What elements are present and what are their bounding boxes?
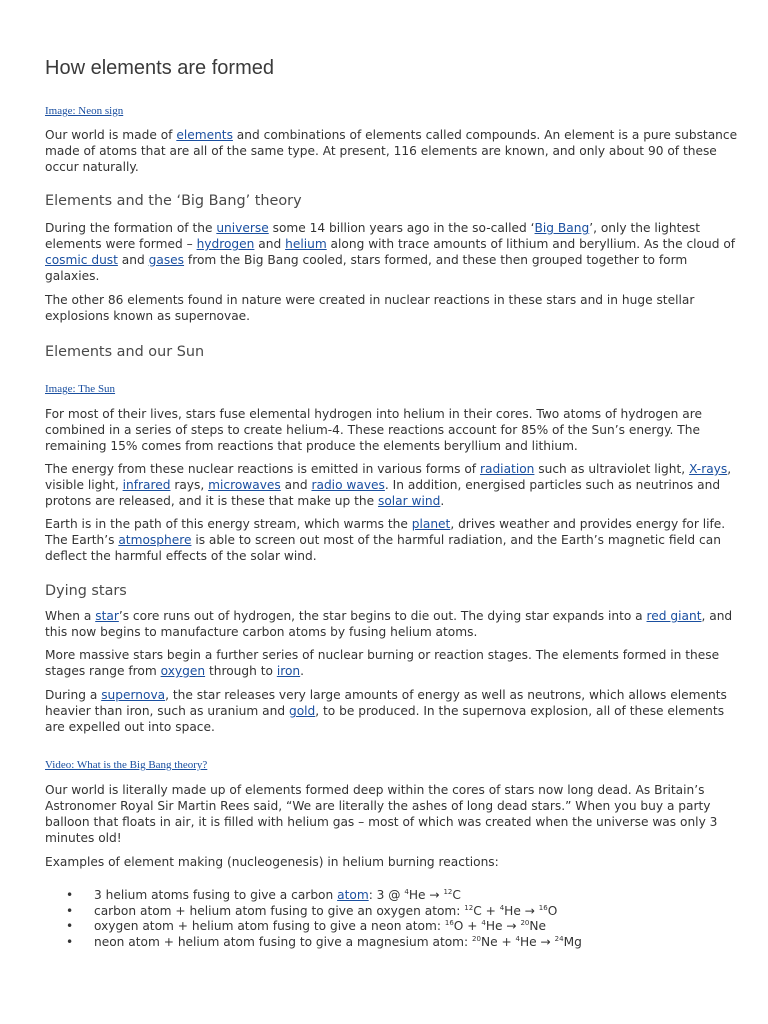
text-run: and combinations of elements called compounds. An element is a pure substance made of atoms that are all of the same type. At present, 116 elements are known, and only about 90 of these occur naturally. xyxy=(45,128,738,174)
text-run: Examples of element making (nucleogenesis) in helium burning reactions: xyxy=(45,855,499,869)
intro-paragraph xyxy=(45,127,745,175)
list-item xyxy=(45,935,745,951)
text-run: some 14 billion years ago in the so-called ‘ xyxy=(268,221,535,235)
text-run: O xyxy=(547,903,558,918)
iron-link[interactable]: iron xyxy=(276,664,301,678)
superscript: 20 xyxy=(520,919,530,928)
reaction-text xyxy=(94,919,546,933)
reaction-text xyxy=(94,904,557,918)
text-run: . xyxy=(300,664,305,678)
text-run: Mg xyxy=(563,935,582,950)
rees-quote-paragraph xyxy=(45,782,745,846)
text-run: carbon atom + helium atom fusing to give an oxygen atom: xyxy=(94,903,465,918)
big-bang-heading: Elements and the ‘Big Bang’ theory xyxy=(45,193,302,209)
sun-paragraph-2 xyxy=(45,461,745,509)
red-giant-link[interactable]: red giant xyxy=(646,609,702,623)
text-run: During a xyxy=(45,688,102,702)
solar-wind-link[interactable]: solar wind xyxy=(377,494,441,508)
text-run: He → xyxy=(520,935,555,950)
superscript: 12 xyxy=(443,887,453,896)
list-item xyxy=(45,888,745,904)
superscript: 20 xyxy=(472,935,481,944)
text-run: During the formation of the xyxy=(45,221,217,235)
helium-link[interactable]: helium xyxy=(285,237,327,251)
superscript: 16 xyxy=(444,919,454,928)
text-run: : 3 @ xyxy=(368,888,405,902)
elements-link[interactable]: elements xyxy=(176,128,233,142)
reaction-text xyxy=(94,935,582,949)
text-run: C xyxy=(452,888,461,902)
text-run: oxygen atom + helium atom fusing to give a neon atom: xyxy=(94,919,445,934)
text-run: More massive stars begin a further series of nuclear burning or reaction stages. The elements formed in these stages range from xyxy=(45,648,720,678)
list-item xyxy=(45,904,745,920)
list-item xyxy=(45,919,745,935)
text-run: For most of their lives, stars fuse elemental hydrogen into helium in their cores. Two atoms of hydrogen are combined in a series of steps to create helium-4. These reactions account for 85% of the Sun’s energy. The remaining 15% comes from reactions that produce the elements beryllium and lithium. xyxy=(45,407,702,453)
text-run: and xyxy=(117,253,149,267)
text-run: and xyxy=(280,478,312,492)
hydrogen-link[interactable]: hydrogen xyxy=(196,237,255,251)
text-run: is able to screen out most of the harmful radiation, and the Earth’s magnetic field can deflect the harmful effects of the solar wind. xyxy=(45,533,721,563)
dying-stars-paragraph-3 xyxy=(45,687,745,735)
sun-paragraph-1 xyxy=(45,406,745,454)
bullet: • xyxy=(66,903,74,918)
big-bang-paragraph-1 xyxy=(45,220,745,284)
superscript: 24 xyxy=(554,935,564,944)
text-run: , drives weather and provides energy for life. The Earth’s xyxy=(45,517,726,547)
planet-link[interactable]: planet xyxy=(411,517,451,531)
text-run: rays, xyxy=(170,478,209,492)
x-rays-link[interactable]: X-rays xyxy=(689,462,728,476)
text-run: . xyxy=(440,494,445,508)
text-run: The energy from these nuclear reactions is emitted in various forms of xyxy=(45,462,480,476)
text-run: . In addition, energised particles such as neutrinos and protons are released, and it is these that make up the xyxy=(45,478,721,508)
text-run: , the star releases very large amounts of energy as well as neutrons, which allows elements heavier than iron, such as uranium and xyxy=(45,688,727,718)
text-run: O + xyxy=(453,919,482,934)
big-bang-link[interactable]: Big Bang xyxy=(534,221,590,235)
text-run: He → xyxy=(485,919,521,934)
text-run: , visible light, xyxy=(45,462,732,492)
text-run: such as ultraviolet light, xyxy=(534,462,690,476)
text-run: ’s core runs out of hydrogen, the star begins to die out. The dying star expands into a xyxy=(118,609,647,623)
page-title: How elements are formed xyxy=(45,57,274,79)
dying-stars-heading: Dying stars xyxy=(45,583,127,599)
reaction-text xyxy=(94,888,461,902)
examples-intro-paragraph xyxy=(45,854,745,870)
radio-waves-link[interactable]: radio waves xyxy=(311,478,385,492)
universe-link[interactable]: universe xyxy=(216,221,269,235)
text-run: and xyxy=(254,237,286,251)
text-run: Our world is literally made up of elements formed deep within the cores of stars now long dead. As Britain’s Astronomer Royal Sir Martin Rees said, “We are literally the ashes of long dead stars.” When you buy a party balloon that floats in air, it is filled with helium gas – most of which was created when the universe was only 3 minutes old! xyxy=(45,783,718,845)
bullet: • xyxy=(66,919,74,934)
bullet: • xyxy=(66,888,74,902)
superscript: 4 xyxy=(499,903,505,912)
text-run: He → xyxy=(504,903,539,918)
microwaves-link[interactable]: microwaves xyxy=(208,478,281,492)
oxygen-link[interactable]: oxygen xyxy=(160,664,206,678)
superscript: 4 xyxy=(515,935,521,944)
supernova-link[interactable]: supernova xyxy=(101,688,166,702)
infrared-link[interactable]: infrared xyxy=(122,478,171,492)
text-run: When a xyxy=(45,609,96,623)
sun-heading: Elements and our Sun xyxy=(45,344,205,360)
text-run: neon atom + helium atom fusing to give a magnesium atom: xyxy=(94,935,473,950)
text-run: Our world is made of xyxy=(45,128,177,142)
superscript: 4 xyxy=(481,919,486,928)
neon-sign-image-caption-link[interactable]: Image: Neon sign xyxy=(45,105,124,117)
big-bang-video-caption-link[interactable]: Video: What is the Big Bang theory? xyxy=(45,759,208,771)
text-run: Ne xyxy=(529,919,546,934)
sun-paragraph-3 xyxy=(45,516,745,564)
reaction-list xyxy=(45,888,745,951)
bullet: • xyxy=(66,935,74,950)
superscript: 16 xyxy=(538,903,548,912)
text-run: ’, only the lightest elements were formed – xyxy=(45,221,700,251)
dying-stars-paragraph-1 xyxy=(45,608,745,640)
text-run: through to xyxy=(205,664,277,678)
superscript: 12 xyxy=(464,903,474,912)
radiation-link[interactable]: radiation xyxy=(479,462,535,476)
text-run: Earth is in the path of this energy stream, which warms the xyxy=(45,517,412,531)
text-run: from the Big Bang cooled, stars formed, and these then grouped together to form galaxies. xyxy=(45,253,688,283)
superscript: 4 xyxy=(404,887,409,896)
gases-link[interactable]: gases xyxy=(148,253,185,267)
atmosphere-link[interactable]: atmosphere xyxy=(118,533,192,547)
text-run: Ne + xyxy=(480,935,516,950)
text-run: He → xyxy=(408,888,444,902)
text-run: along with trace amounts of lithium and beryllium. As the cloud of xyxy=(326,237,736,251)
text-run: C + xyxy=(473,903,500,918)
text-run: , to be produced. In the supernova explosion, all of these elements are expelled out into space. xyxy=(45,704,725,734)
text-run: 3 helium atoms fusing to give a carbon xyxy=(94,888,338,902)
dying-stars-paragraph-2 xyxy=(45,647,745,679)
text-run: The other 86 elements found in nature were created in nuclear reactions in these stars and in huge stellar explosions known as supernovae. xyxy=(45,293,695,323)
text-run: , and this now begins to manufacture carbon atoms by fusing helium atoms. xyxy=(45,609,733,639)
big-bang-paragraph-2 xyxy=(45,292,745,324)
gold-link[interactable]: gold xyxy=(288,704,316,718)
cosmic-dust-link[interactable]: cosmic dust xyxy=(45,253,118,267)
star-link[interactable]: star xyxy=(95,609,119,623)
atom-link[interactable]: atom xyxy=(337,888,369,902)
sun-image-caption-link[interactable]: Image: The Sun xyxy=(45,383,116,395)
